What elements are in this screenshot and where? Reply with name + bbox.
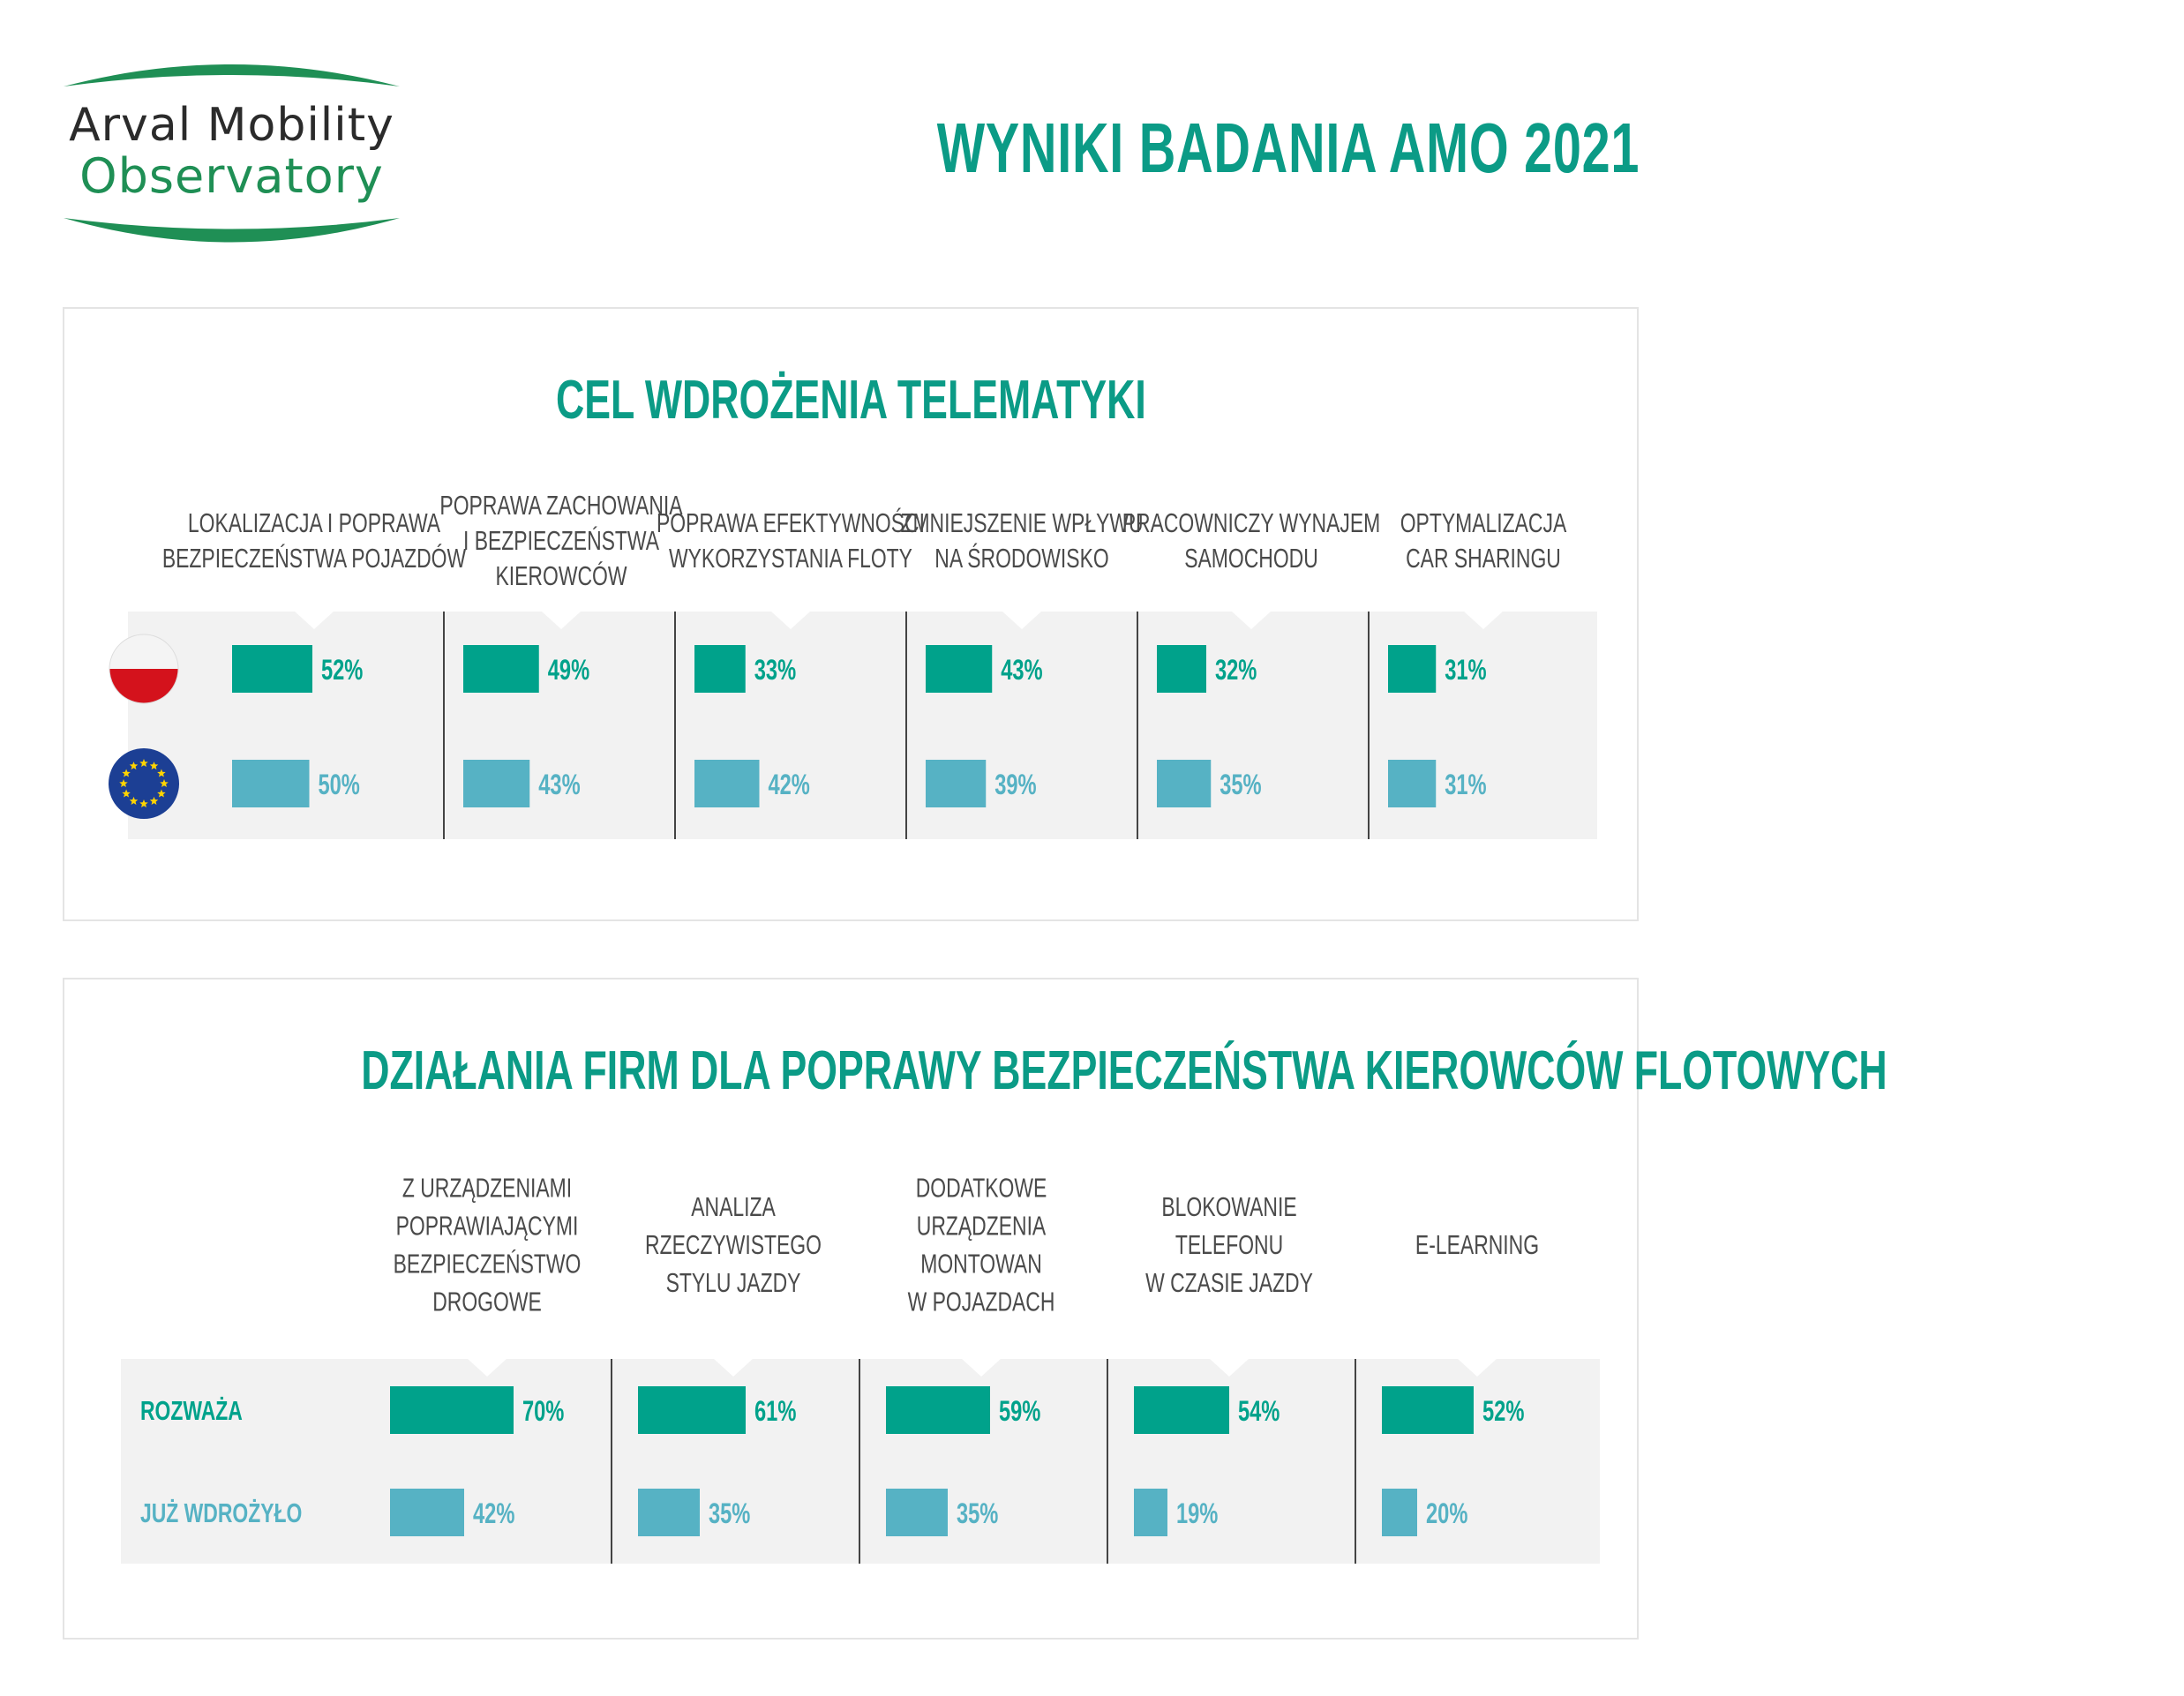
bar-poland bbox=[232, 645, 312, 693]
page-title: WYNIKI BADANIA AMO 2021 bbox=[936, 109, 1640, 187]
bar-implemented bbox=[886, 1489, 948, 1536]
bar-considering bbox=[390, 1386, 514, 1434]
driver-safety-panel bbox=[63, 978, 1888, 1640]
bar-eu bbox=[926, 760, 986, 807]
bar-poland bbox=[1388, 645, 1436, 693]
driver-safety-title: DZIAŁANIA FIRM DLA POPRAWY BEZPIECZEŃSTWA KIEROWCÓW FLOTOWYCH bbox=[361, 1040, 1888, 1101]
value-label: 70% bbox=[522, 1395, 565, 1427]
category-label: ANALIZA bbox=[691, 1190, 776, 1222]
value-label: 20% bbox=[1426, 1497, 1468, 1529]
telematics-goal-panel bbox=[63, 307, 1639, 921]
bar-implemented bbox=[390, 1489, 464, 1536]
driver-safety-chart bbox=[64, 979, 1888, 1641]
category-label: MONTOWAN bbox=[920, 1248, 1042, 1280]
category-label: RZECZYWISTEGO bbox=[645, 1228, 822, 1260]
category-label: I BEZPIECZEŃSTWA bbox=[462, 524, 660, 556]
value-label: 35% bbox=[957, 1497, 999, 1529]
bar-implemented bbox=[638, 1489, 700, 1536]
bar-eu bbox=[463, 760, 529, 807]
category-label: ZMNIEJSZENIE WPŁYWU bbox=[900, 507, 1144, 538]
category-label: URZĄDZENIA bbox=[916, 1210, 1047, 1242]
row-label-implemented: JUŻ WDROŻYŁO bbox=[140, 1497, 303, 1528]
category-label: POPRAWA EFEKTYWNOŚCI bbox=[657, 507, 925, 538]
bar-considering bbox=[1382, 1386, 1474, 1434]
row-label-considering: ROZWAŻA bbox=[140, 1394, 243, 1426]
category-label: PRACOWNICZY WYNAJEM bbox=[1122, 507, 1381, 538]
bar-considering bbox=[1134, 1386, 1229, 1434]
category-label: POPRAWA ZACHOWANIA bbox=[439, 489, 683, 521]
value-label: 43% bbox=[538, 769, 581, 800]
value-label: 59% bbox=[999, 1395, 1041, 1427]
category-label: Z URZĄDZENIAMI bbox=[402, 1172, 573, 1204]
value-label: 19% bbox=[1176, 1497, 1219, 1529]
value-label: 32% bbox=[1215, 654, 1257, 686]
value-label: 50% bbox=[318, 769, 360, 800]
value-label: 31% bbox=[1445, 769, 1487, 800]
category-label: KIEROWCÓW bbox=[495, 559, 627, 591]
category-label: TELEFONU bbox=[1175, 1228, 1284, 1260]
value-label: 42% bbox=[768, 769, 810, 800]
bar-implemented bbox=[1382, 1489, 1417, 1536]
category-label: DODATKOWE bbox=[915, 1172, 1047, 1204]
value-label: 52% bbox=[1482, 1395, 1525, 1427]
value-label: 52% bbox=[321, 654, 364, 686]
poland-flag-icon bbox=[109, 634, 178, 703]
category-label: BEZPIECZEŃSTWO bbox=[393, 1248, 582, 1280]
category-label: E-LEARNING bbox=[1415, 1228, 1540, 1260]
telematics-goal-chart bbox=[64, 309, 1640, 923]
value-label: 54% bbox=[1238, 1395, 1280, 1427]
value-label: 39% bbox=[994, 769, 1037, 800]
category-label: LOKALIZACJA I POPRAWA bbox=[187, 507, 441, 538]
bar-poland bbox=[694, 645, 746, 693]
category-label: SAMOCHODU bbox=[1184, 542, 1318, 574]
bar-eu bbox=[1157, 760, 1211, 807]
value-label: 43% bbox=[1001, 654, 1043, 686]
bar-poland bbox=[463, 645, 539, 693]
bar-eu bbox=[232, 760, 310, 807]
logo-line-1: Arval Mobility bbox=[69, 99, 394, 152]
category-label: NA ŚRODOWISKO bbox=[934, 542, 1109, 574]
value-label: 35% bbox=[709, 1497, 751, 1529]
category-label: W CZASIE JAZDY bbox=[1145, 1266, 1313, 1298]
category-label: BLOKOWANIE bbox=[1161, 1190, 1297, 1222]
category-label: CAR SHARINGU bbox=[1406, 542, 1561, 574]
category-label: WYKORZYSTANIA FLOTY bbox=[669, 542, 912, 574]
value-label: 33% bbox=[754, 654, 797, 686]
category-label: POPRAWIAJĄCYMI bbox=[395, 1210, 579, 1242]
eu-flag-icon bbox=[109, 748, 179, 819]
arval-mobility-observatory-logo bbox=[62, 62, 402, 243]
logo-line-2: Observatory bbox=[79, 148, 384, 204]
category-label: STYLU JAZDY bbox=[665, 1266, 801, 1298]
value-label: 61% bbox=[754, 1395, 797, 1427]
chart-band bbox=[128, 612, 1597, 839]
category-label: DROGOWE bbox=[432, 1286, 542, 1317]
bar-eu bbox=[694, 760, 760, 807]
value-label: 49% bbox=[547, 654, 590, 686]
category-label: W POJAZDACH bbox=[907, 1286, 1055, 1317]
bar-considering bbox=[886, 1386, 990, 1434]
telematics-goal-title: CEL WDROŻENIA TELEMATYKI bbox=[555, 370, 1146, 431]
bar-poland bbox=[1157, 645, 1206, 693]
value-label: 31% bbox=[1445, 654, 1487, 686]
value-label: 42% bbox=[473, 1497, 515, 1529]
bar-considering bbox=[638, 1386, 746, 1434]
category-label: OPTYMALIZACJA bbox=[1400, 507, 1567, 538]
value-label: 35% bbox=[1220, 769, 1262, 800]
bar-implemented bbox=[1134, 1489, 1167, 1536]
category-label: BEZPIECZEŃSTWA POJAZDÓW bbox=[161, 542, 467, 574]
bar-eu bbox=[1388, 760, 1436, 807]
bar-poland bbox=[926, 645, 992, 693]
